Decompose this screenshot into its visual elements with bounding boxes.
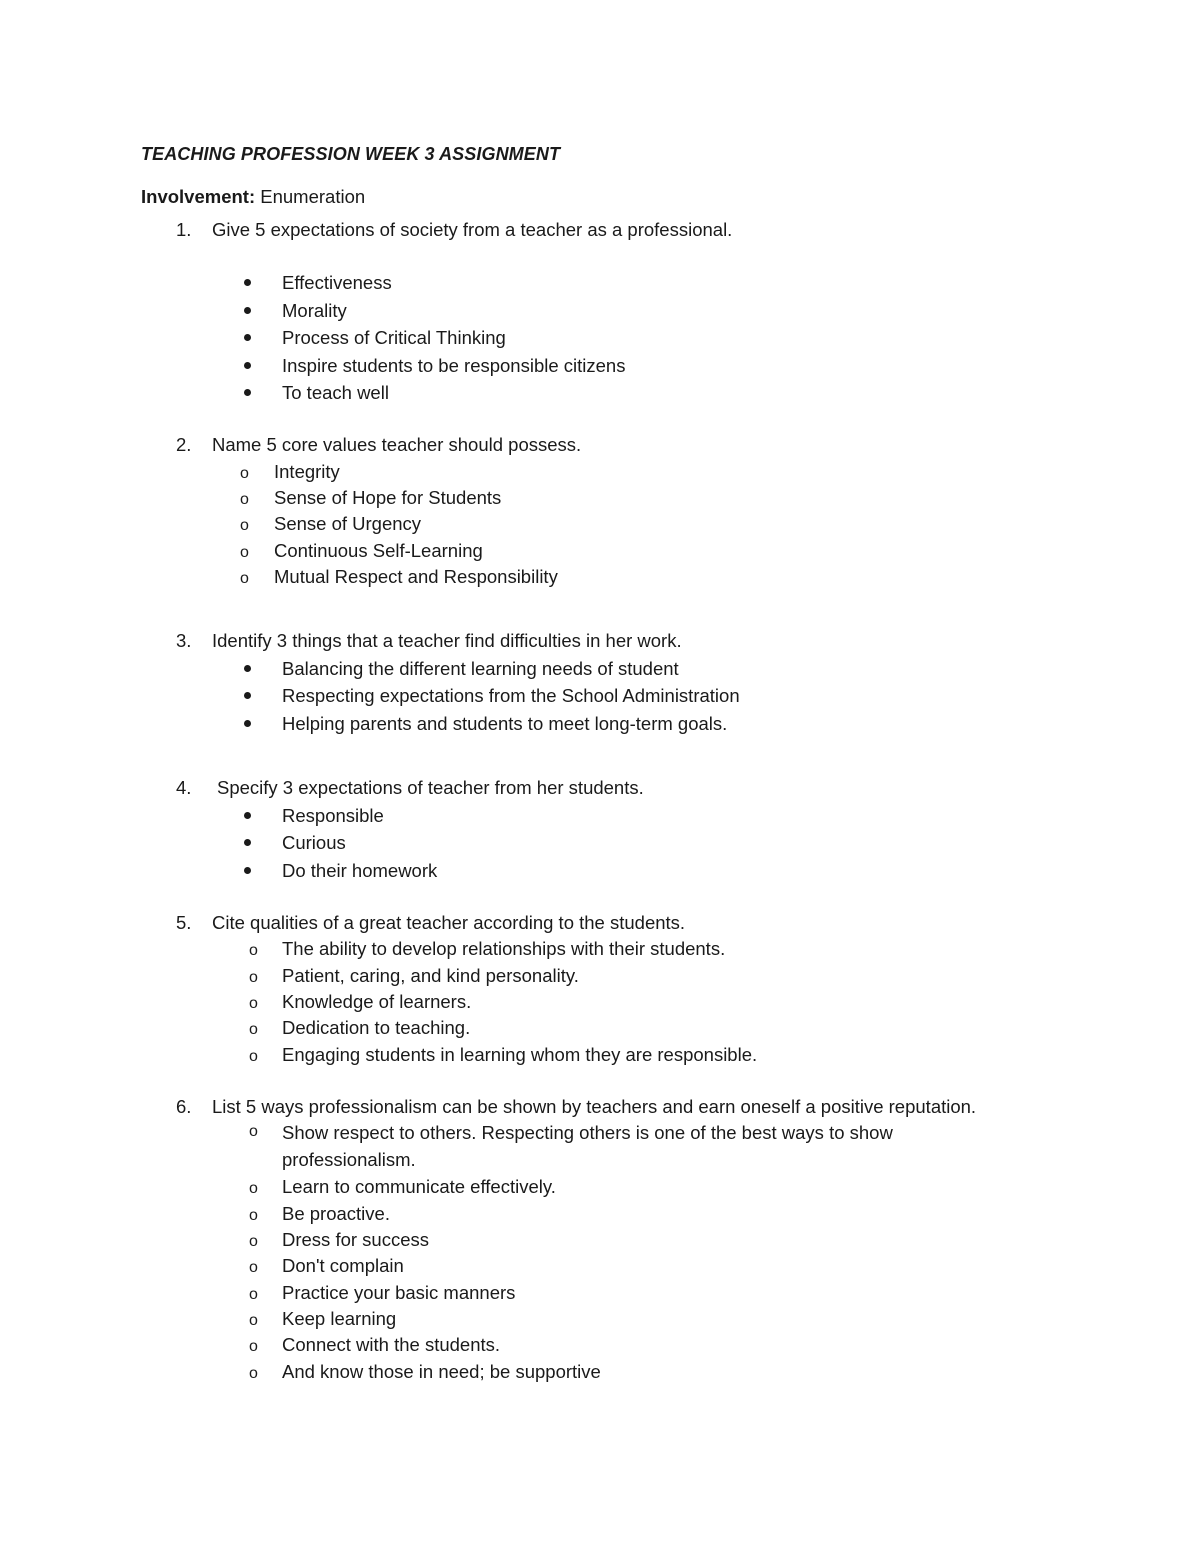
circle-bullet-icon: o xyxy=(249,1286,258,1303)
list-item: Balancing the different learning needs of student xyxy=(244,658,679,680)
involvement-label: Involvement: xyxy=(141,186,256,207)
list-item: o The ability to develop relationships with their students. xyxy=(249,938,726,959)
list-item: o Dedication to teaching. xyxy=(249,1017,471,1038)
circle-bullet-icon: o xyxy=(249,942,258,959)
circle-bullet-icon: o xyxy=(249,1021,258,1038)
question-5 xyxy=(176,912,685,934)
question-number: 1. xyxy=(176,219,192,240)
question-text: Give 5 expectations of society from a teacher as a professional. xyxy=(212,219,733,240)
question-text: List 5 ways professionalism can be shown by teachers and earn oneself a positive reputation. xyxy=(212,1096,977,1117)
list-item: o Don't complain xyxy=(249,1255,404,1276)
bullet-icon xyxy=(244,812,251,819)
question-number: 4. xyxy=(176,777,192,798)
question-number: 5. xyxy=(176,912,192,933)
list-item: o Continuous Self-Learning xyxy=(240,540,483,561)
question-text: Specify 3 expectations of teacher from her students. xyxy=(217,777,644,798)
list-item: o Engaging students in learning whom they are responsible. xyxy=(249,1044,758,1065)
circle-bullet-icon: o xyxy=(249,1207,258,1224)
list-item: o Integrity xyxy=(240,461,340,482)
circle-bullet-icon: o xyxy=(249,1312,258,1329)
question-number: 3. xyxy=(176,630,192,651)
circle-bullet-icon: o xyxy=(249,1259,258,1276)
question-number: 6. xyxy=(176,1096,192,1117)
list-item: o Keep learning xyxy=(249,1308,397,1329)
circle-bullet-icon: o xyxy=(249,1048,258,1065)
list-item: Responsible xyxy=(244,805,384,827)
list-item: o Be proactive. xyxy=(249,1203,390,1224)
document-title: TEACHING PROFESSION WEEK 3 ASSIGNMENT xyxy=(141,144,561,164)
involvement-line xyxy=(141,186,365,208)
circle-bullet-icon: o xyxy=(249,1123,258,1140)
circle-bullet-icon: o xyxy=(249,1233,258,1250)
question-1 xyxy=(176,219,732,241)
bullet-icon xyxy=(244,307,251,314)
question-text: Identify 3 things that a teacher find difficulties in her work. xyxy=(212,630,682,651)
list-item: Effectiveness xyxy=(244,272,392,294)
list-item: Curious xyxy=(244,832,346,854)
question-2 xyxy=(176,434,581,456)
circle-bullet-icon: o xyxy=(249,969,258,986)
question-3 xyxy=(176,630,682,652)
circle-bullet-icon: o xyxy=(240,517,249,534)
circle-bullet-icon: o xyxy=(240,570,249,587)
bullet-icon xyxy=(244,389,251,396)
involvement-value: Enumeration xyxy=(260,186,366,207)
question-number: 2. xyxy=(176,434,192,455)
list-item: o And know those in need; be supportive xyxy=(249,1361,601,1382)
list-item: Process of Critical Thinking xyxy=(244,327,506,349)
document-page: TEACHING PROFESSION WEEK 3 ASSIGNMENT Involvement: Enumeration 1. Give 5 expectations of society from a teacher as a professional. Effectiveness Morality Process of Critical Thinking Inspire students to be responsible citizens To teach well 2. Name 5 core values teacher should possess. o Integrity o Sense of Hope for Students o Sense of Urgency o Continuous Self-Learning o Mutual Respect and Responsibility 3. Identify 3 things that a teacher find difficulties in her work. Balancing the different learning needs of student Respecting expectations from the School Administration Helping parents and students to meet long-term goals. 4. Specify 3 expectations of teacher from her students. Responsible Curious Do their homework 5. Cite qualities of a great teacher according to the students. o The ability to develop relationships with their students. o Patient, caring, and kind personality. o Knowledge of learners. o Dedication to teaching. o Engaging students in learning whom they are responsible. 6. List 5 ways professionalism can be shown by teachers and earn oneself a positive reputation. o Show respect to others. Respecting others is one of the best ways to show professionalism. o Learn to communicate effectively. o Be proactive. o Dress for success o Don't complain o Practice your basic manners o Keep learning o Connect with the students. o And know those in need; be supportive xyxy=(141,144,977,1382)
bullet-icon xyxy=(244,720,251,727)
bullet-icon xyxy=(244,665,251,672)
list-item: o Sense of Hope for Students xyxy=(240,487,502,508)
list-item: o Learn to communicate effectively. xyxy=(249,1176,556,1197)
question-text: Name 5 core values teacher should possess. xyxy=(212,434,582,455)
list-item: Inspire students to be responsible citizens xyxy=(244,355,625,377)
bullet-icon xyxy=(244,334,251,341)
circle-bullet-icon: o xyxy=(240,544,249,561)
list-item: Helping parents and students to meet long-term goals. xyxy=(244,713,727,735)
bullet-icon xyxy=(244,692,251,699)
bullet-icon xyxy=(244,362,251,369)
circle-bullet-icon: o xyxy=(249,1365,258,1382)
list-item: o Knowledge of learners. xyxy=(249,991,472,1012)
bullet-icon xyxy=(244,279,251,286)
list-item: o Connect with the students. xyxy=(249,1334,501,1355)
list-item: To teach well xyxy=(244,382,389,404)
circle-bullet-icon: o xyxy=(240,491,249,508)
list-item: Morality xyxy=(244,300,347,322)
list-item: o Mutual Respect and Responsibility xyxy=(240,566,558,587)
question-4 xyxy=(176,777,644,799)
bullet-icon xyxy=(244,839,251,846)
bullet-icon xyxy=(244,867,251,874)
question-text: Cite qualities of a great teacher according to the students. xyxy=(212,912,686,933)
circle-bullet-icon: o xyxy=(249,1338,258,1355)
list-item: o Dress for success xyxy=(249,1229,430,1250)
list-item: Do their homework xyxy=(244,860,437,882)
list-item: Respecting expectations from the School Administration xyxy=(244,685,740,707)
question-6 xyxy=(176,1096,976,1118)
list-item: o Patient, caring, and kind personality. xyxy=(249,965,579,986)
list-item: o Sense of Urgency xyxy=(240,513,422,534)
circle-bullet-icon: o xyxy=(249,995,258,1012)
list-item: o Practice your basic manners xyxy=(249,1282,516,1303)
circle-bullet-icon: o xyxy=(240,465,249,482)
circle-bullet-icon: o xyxy=(249,1180,258,1197)
